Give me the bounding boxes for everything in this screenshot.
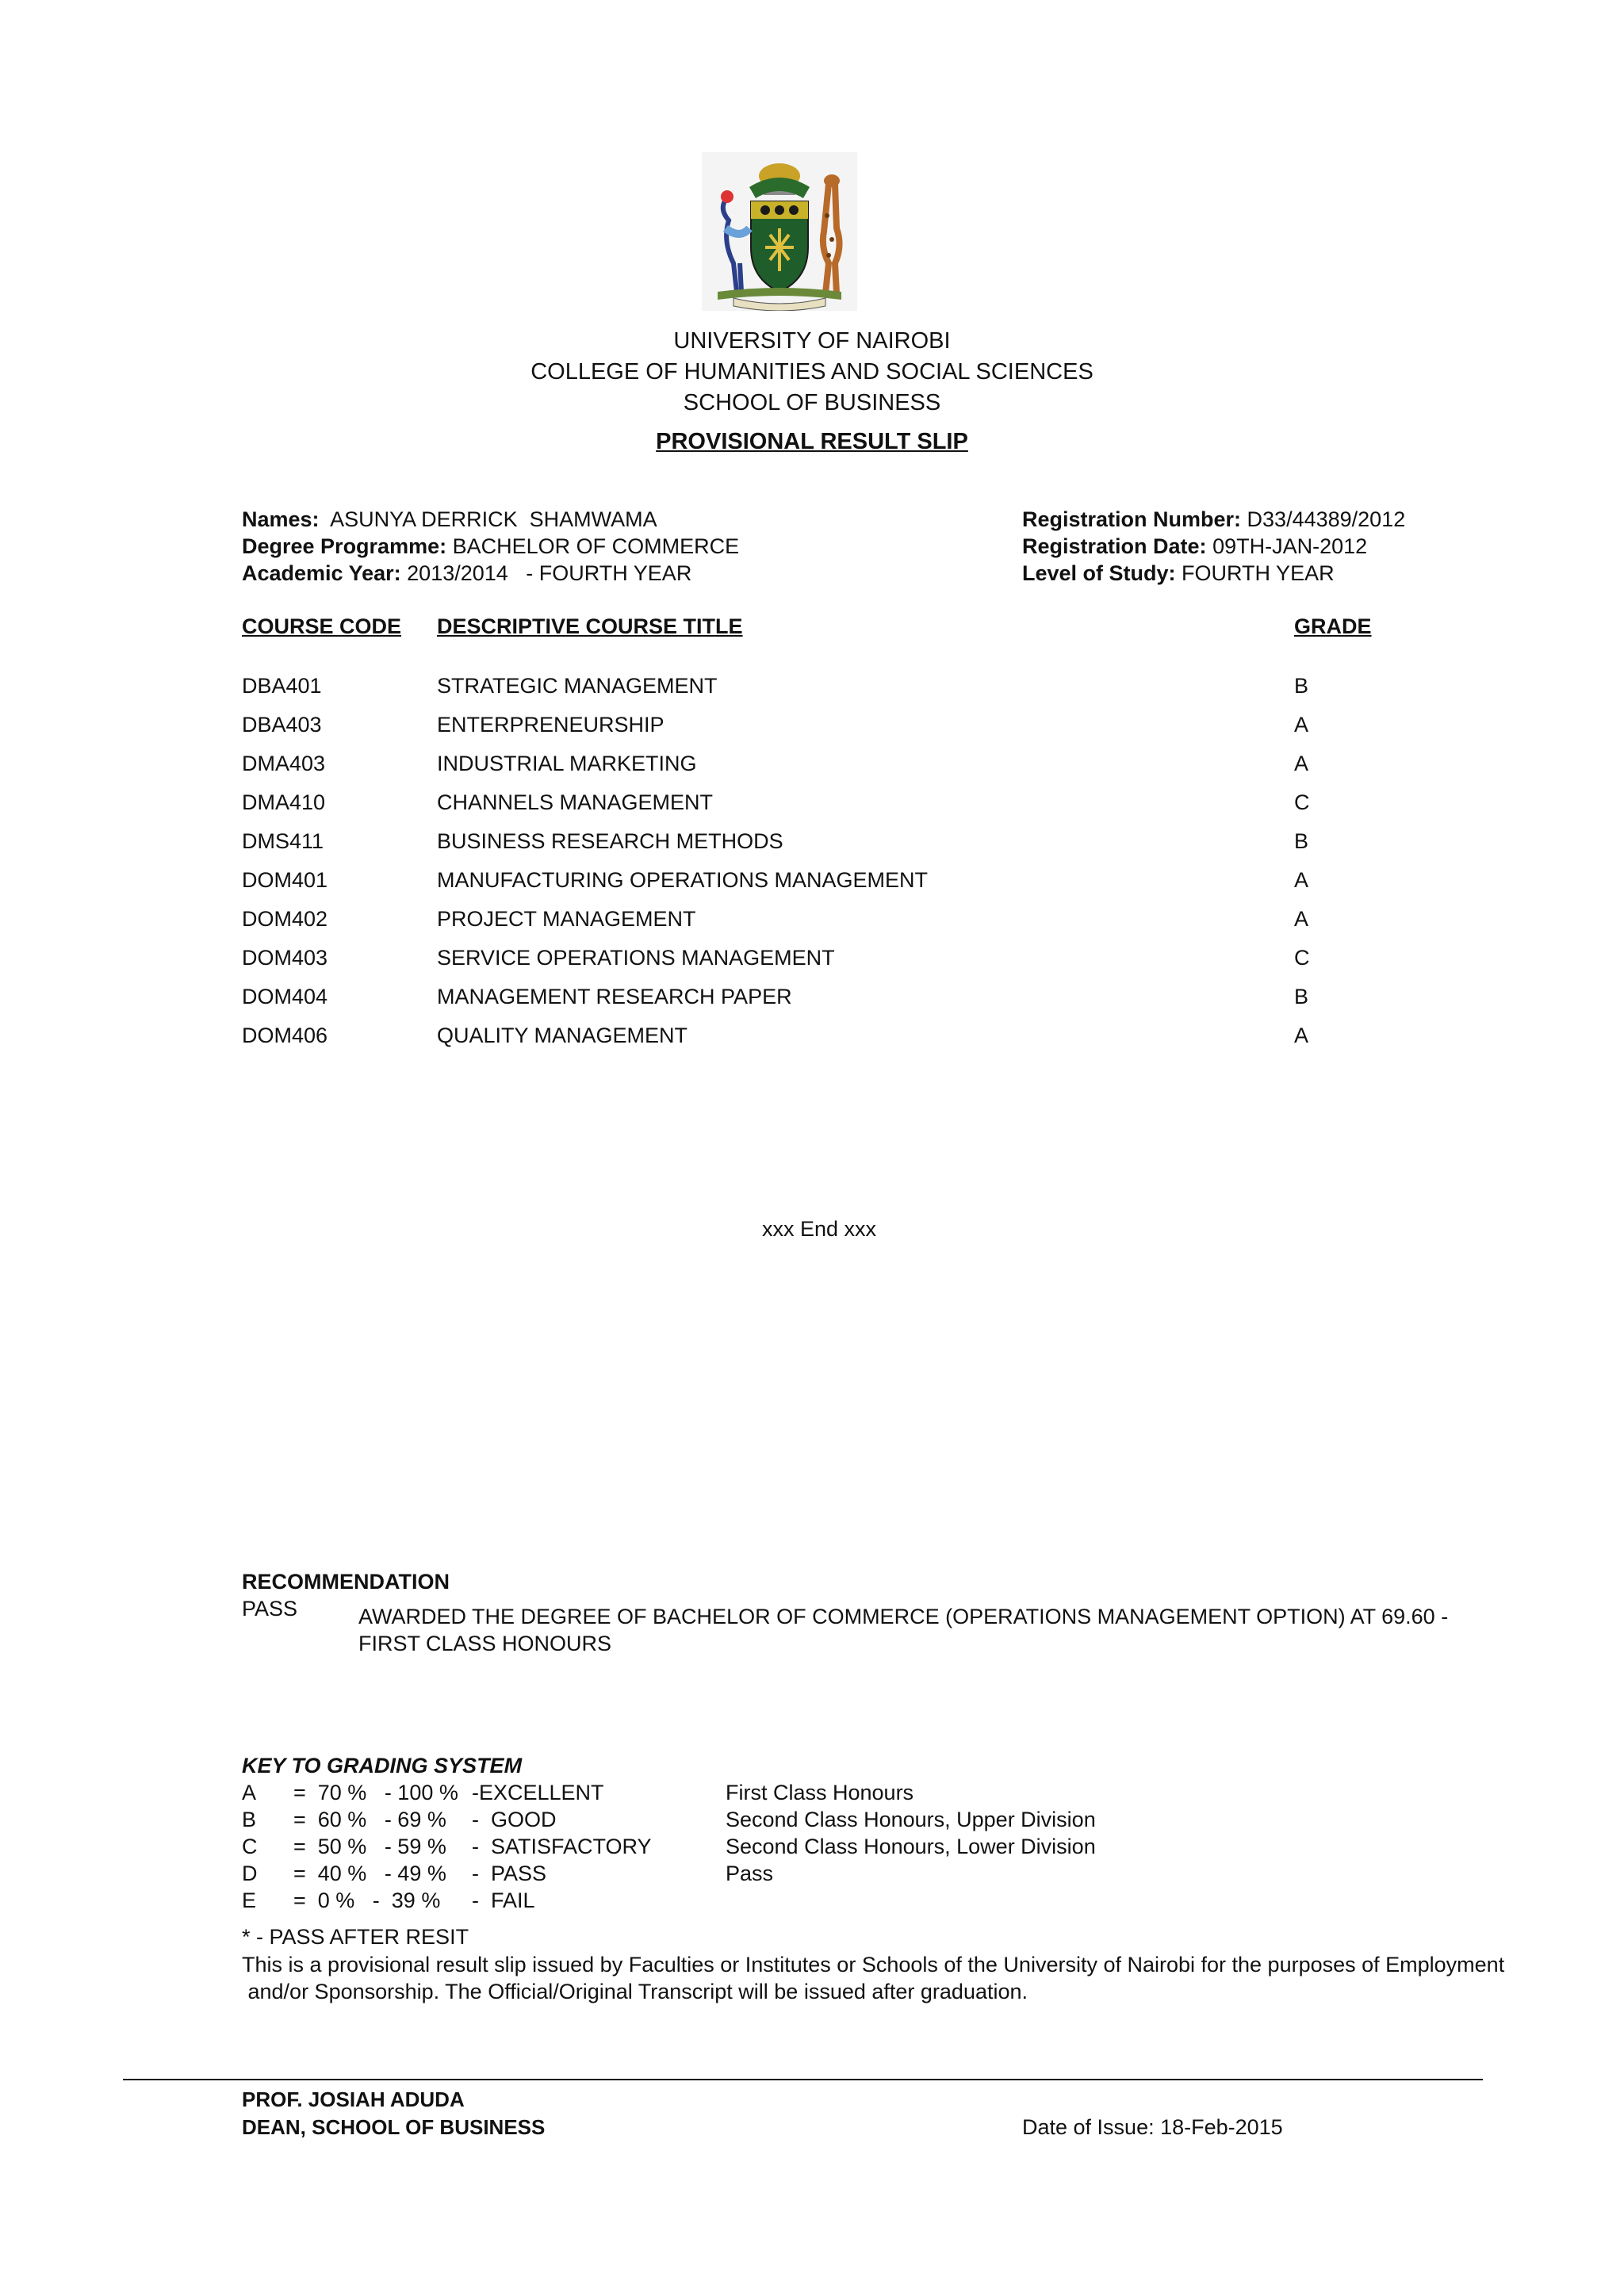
course-title: MANAGEMENT RESEARCH PAPER [437,985,792,1008]
course-code: DMA403 [242,752,326,775]
grading-key-heading: KEY TO GRADING SYSTEM [242,1754,523,1777]
course-title: MANUFACTURING OPERATIONS MANAGEMENT [437,868,929,892]
reg-date-field [1022,534,1367,559]
course-title: ENTERPRENEURSHIP [437,713,665,737]
school-name: SCHOOL OF BUSINESS [683,390,941,415]
course-code: DOM406 [242,1024,328,1047]
table-row [0,907,1624,939]
course-code: DBA401 [242,674,322,698]
table-row [0,790,1624,822]
signature-line [123,2079,1483,2080]
grade-range: = 60 % - 69 % [293,1808,446,1831]
grade-class: First Class Honours [726,1781,914,1804]
col-header-code: COURSE CODE [242,614,402,638]
course-title: QUALITY MANAGEMENT [437,1024,688,1047]
disclaimer-line2: and/or Sponsorship. The Official/Original Transcript will be issued after graduation. [242,1980,1028,2003]
grade-range: = 70 % - 100 % [293,1781,458,1804]
col-header-grade: GRADE [1294,614,1372,638]
course-grade: B [1294,985,1309,1008]
grade-letter: C [242,1835,258,1858]
course-code: DOM404 [242,985,328,1008]
recommendation-text-line2: FIRST CLASS HONOURS [358,1632,612,1655]
grade-letter: A [242,1781,257,1804]
disclaimer-line1: This is a provisional result slip issued by Faculties or Institutes or Schools of the University of Nairobi for the purposes of Employment [242,1953,1505,1976]
course-code: DOM401 [242,868,328,892]
course-grade: A [1294,752,1309,775]
grading-key-row [0,1808,1624,1835]
course-title: BUSINESS RESEARCH METHODS [437,829,783,853]
level-field [1022,561,1335,586]
course-grade: A [1294,713,1309,737]
table-row [0,985,1624,1016]
course-grade: C [1294,946,1310,970]
course-grade: A [1294,1024,1309,1047]
table-row [0,1024,1624,1055]
academic-year-label: Academic Year: [242,561,401,585]
course-grade: C [1294,790,1310,814]
recommendation-text-line1: AWARDED THE DEGREE OF BACHELOR OF COMMERCE (OPERATIONS MANAGEMENT OPTION) AT 69.60 - [358,1605,1449,1628]
reg-date-label: Registration Date: [1022,534,1207,558]
grade-range: = 40 % - 49 % [293,1862,446,1885]
college-name: COLLEGE OF HUMANITIES AND SOCIAL SCIENCES [530,359,1094,385]
grade-letter: B [242,1808,257,1831]
course-title: INDUSTRIAL MARKETING [437,752,697,775]
degree-value: BACHELOR OF COMMERCE [452,534,740,558]
recommendation-result: PASS [242,1597,298,1621]
grade-class: Second Class Honours, Lower Division [726,1835,1096,1858]
reg-date-value: 09TH-JAN-2012 [1212,534,1368,558]
grade-class: Second Class Honours, Upper Division [726,1808,1096,1831]
signatory-name: PROF. JOSIAH ADUDA [242,2087,465,2111]
grade-description: - FAIL [472,1888,535,1912]
degree-field [242,534,739,559]
table-header [0,614,1624,646]
reg-number-field [1022,507,1405,532]
table-row [0,868,1624,900]
grade-range: = 0 % - 39 % [293,1888,441,1912]
page-title [0,429,1624,455]
grade-letter: D [242,1862,258,1885]
signatory-title: DEAN, SCHOOL OF BUSINESS [242,2115,546,2139]
grade-range: = 50 % - 59 % [293,1835,446,1858]
course-grade: A [1294,868,1309,892]
course-grade: B [1294,674,1309,698]
course-title: CHANNELS MANAGEMENT [437,790,714,814]
course-code: DOM403 [242,946,328,970]
course-title: PROJECT MANAGEMENT [437,907,696,931]
table-row [0,946,1624,978]
grading-key-row [0,1781,1624,1808]
page-title-text: PROVISIONAL RESULT SLIP [656,429,968,454]
course-title: STRATEGIC MANAGEMENT [437,674,718,698]
table-row [0,713,1624,744]
end-marker: xxx End xxx [762,1217,877,1241]
degree-label: Degree Programme: [242,534,447,558]
course-code: DBA403 [242,713,322,737]
course-title: SERVICE OPERATIONS MANAGEMENT [437,946,835,970]
academic-year-value: 2013/2014 - FOURTH YEAR [407,561,692,585]
reg-number-label: Registration Number: [1022,507,1242,531]
grade-description: - PASS [472,1862,547,1885]
table-row [0,674,1624,706]
course-code: DMS411 [242,829,324,853]
grade-class: Pass [726,1862,774,1885]
names-value: ASUNYA DERRICK SHAMWAMA [330,507,657,531]
issue-date: Date of Issue: 18-Feb-2015 [1022,2115,1283,2139]
grade-letter: E [242,1888,257,1912]
resit-note: * - PASS AFTER RESIT [242,1925,469,1949]
names-field [242,507,657,532]
col-header-title: DESCRIPTIVE COURSE TITLE [437,614,743,638]
grading-key-row [0,1862,1624,1888]
grade-description: -EXCELLENT [472,1781,604,1804]
recommendation-heading: RECOMMENDATION [242,1570,450,1594]
grade-description: - SATISFACTORY [472,1835,652,1858]
level-value: FOURTH YEAR [1182,561,1335,585]
course-grade: A [1294,907,1309,931]
reg-number-value: D33/44389/2012 [1247,507,1406,531]
course-code: DOM402 [242,907,328,931]
names-label: Names: [242,507,320,531]
table-row [0,829,1624,861]
table-row [0,752,1624,783]
grading-key-row [0,1888,1624,1915]
academic-year-field [242,561,691,586]
course-code: DMA410 [242,790,326,814]
university-name: UNIVERSITY OF NAIROBI [673,328,951,354]
grading-key-row [0,1835,1624,1862]
level-label: Level of Study: [1022,561,1176,585]
course-grade: B [1294,829,1309,853]
university-crest-icon [702,152,857,311]
grade-description: - GOOD [472,1808,557,1831]
